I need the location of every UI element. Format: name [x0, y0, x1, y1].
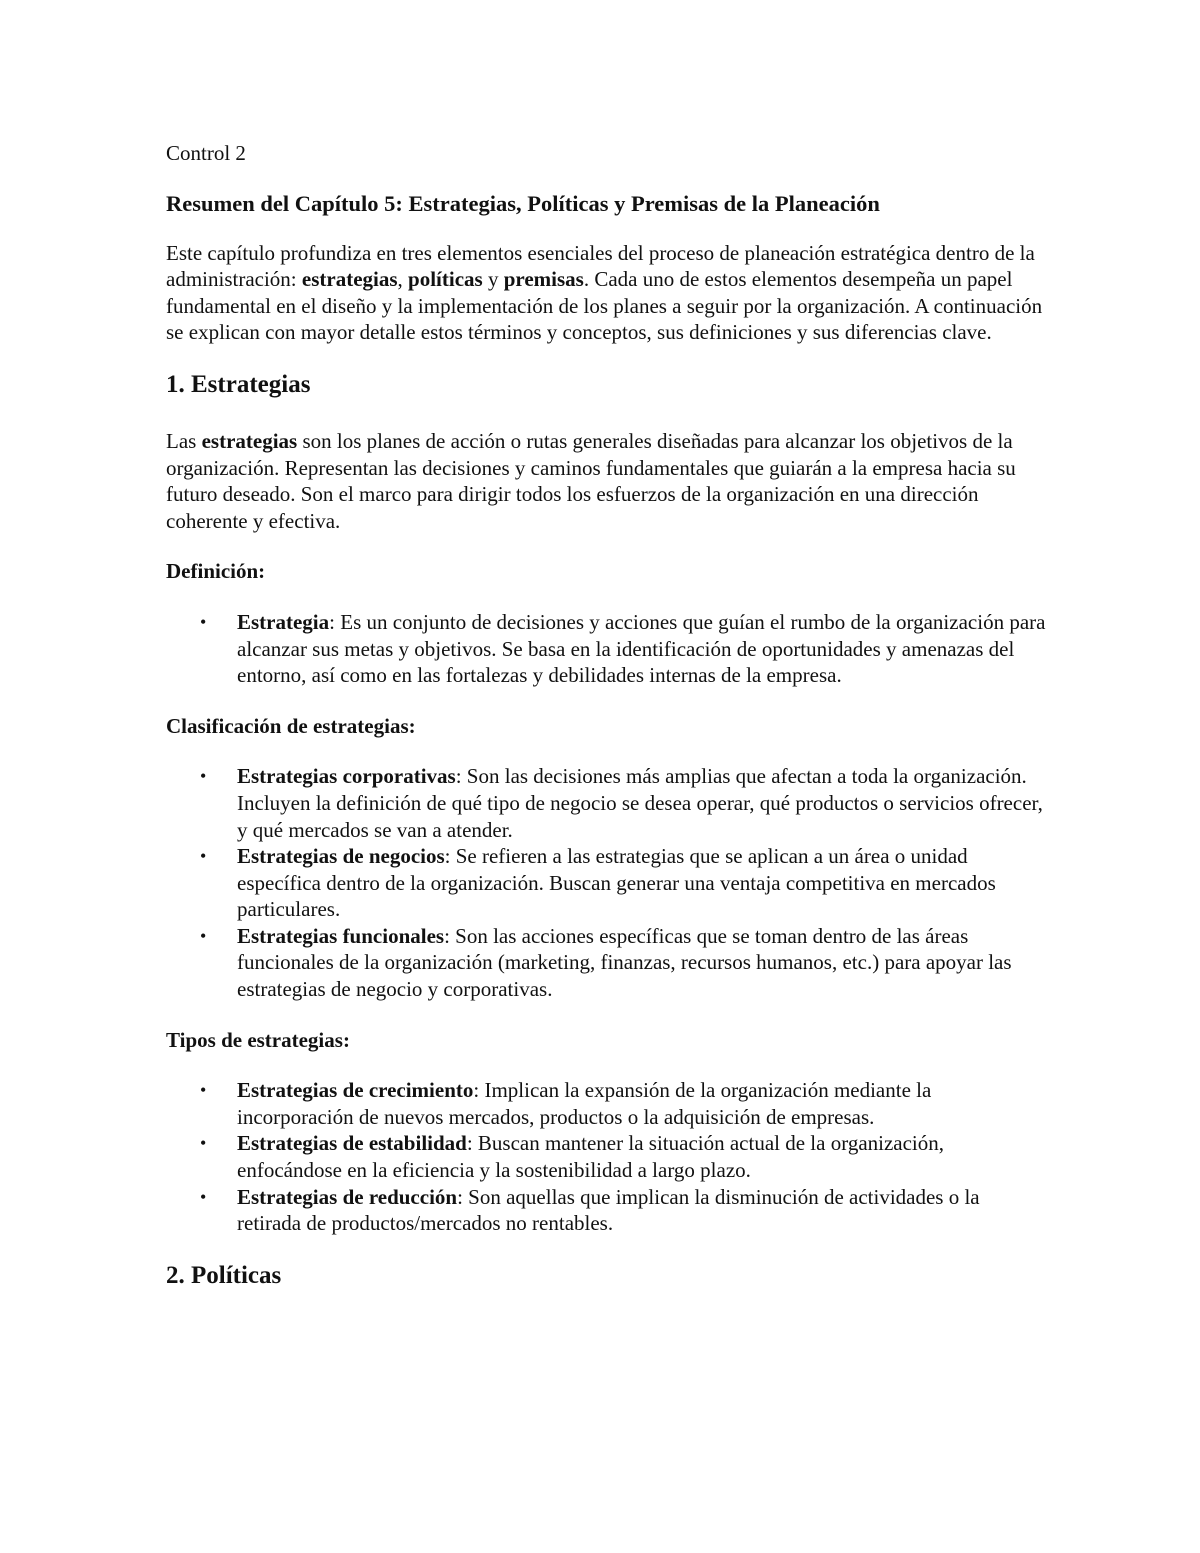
clasificacion-list [166, 763, 1046, 1002]
intro-bold-politicas: políticas [408, 267, 483, 292]
estrategias-paragraph [166, 428, 1046, 534]
document-title: Resumen del Capítulo 5: Estrategias, Políticas y Premisas de la Planeación [166, 190, 880, 216]
list-item [166, 763, 1046, 843]
list-item-term: Estrategias corporativas [237, 764, 456, 789]
section-heading-estrategias: 1. Estrategias [166, 370, 311, 398]
estrategias-text-rest: son los planes de acción o rutas generales diseñadas para alcanzar los objetivos de la organización. Representan las decisiones y caminos fundamentales que guiarán a la empresa hacia su futuro deseado. Son el marco para dirigir todos los esfuerzos de la organización en una dirección coherente y efectiva. [166, 428, 1016, 533]
subheading-definicion: Definición: [166, 559, 266, 584]
bullet-icon: • [200, 1080, 207, 1101]
list-item-text: : Son aquellas que implican la disminución de actividades o la retirada de productos/mercados no rentables. [237, 1184, 980, 1236]
list-item-term: Estrategias de estabilidad [237, 1131, 467, 1156]
intro-text-4: . Cada uno de estos elementos desempeña un papel fundamental en el diseño y la implementación de los planes a seguir por la organización. A continuación se explican con mayor detalle estos términos y conceptos, sus definiciones y sus diferencias clave. [166, 267, 1043, 345]
intro-text-1: Este capítulo profundiza en tres elementos esenciales del proceso de planeación estratégica dentro de la administración: [166, 240, 1035, 292]
list-item [166, 923, 1046, 1003]
list-item-text: : Se refieren a las estrategias que se aplican a un área o unidad específica dentro de la organización. Buscan generar una ventaja competitiva en mercados particulares. [237, 844, 996, 922]
list-item-term: Estrategias de reducción [237, 1184, 458, 1209]
document-page [166, 140, 1046, 1319]
intro-bold-premisas: premisas [503, 267, 584, 292]
bullet-icon: • [200, 846, 207, 867]
list-item [166, 1130, 1046, 1183]
list-item-term: Estrategias de crecimiento [237, 1078, 474, 1103]
bullet-icon: • [200, 1186, 207, 1207]
bullet-icon: • [200, 766, 207, 787]
list-item-term: Estrategias funcionales [237, 923, 445, 948]
intro-text-3: y [482, 267, 504, 292]
definicion-list [166, 609, 1046, 689]
intro-bold-estrategias: estrategias [301, 267, 398, 292]
list-item-text: : Son las acciones específicas que se toman dentro de las áreas funcionales de la organización (marketing, finanzas, recursos humanos, etc.) para apoyar las estrategias de negocio y corporativas. [237, 923, 1012, 1002]
list-item-term: Estrategias de negocios [237, 844, 445, 869]
intro-text-2: , [397, 267, 409, 292]
estrategias-text-start: Las [166, 428, 202, 453]
list-item [166, 843, 1046, 923]
subheading-tipos: Tipos de estrategias: [166, 1027, 350, 1052]
bullet-icon: • [200, 925, 207, 946]
list-item [166, 1077, 1046, 1130]
tipos-list [166, 1077, 1046, 1237]
list-item-text: : Es un conjunto de decisiones y acciones que guían el rumbo de la organización para alcanzar sus metas y objetivos. Se basa en la identificación de oportunidades y amenazas del entorno, así como en las fortalezas y debilidades internas de la empresa. [237, 609, 1046, 688]
list-item-text: : Buscan mantener la situación actual de la organización, enfocándose en la eficiencia y la sostenibilidad a largo plazo. [237, 1131, 945, 1183]
list-item [166, 609, 1046, 689]
list-item-text: : Son las decisiones más amplias que afectan a toda la organización. Incluyen la definición de qué tipo de negocio se desea operar, qué productos o servicios ofrecer, y qué mercados se van a atender. [237, 764, 1043, 842]
bullet-icon: • [200, 611, 207, 632]
list-item-term: Estrategia [237, 609, 330, 634]
section-heading-politicas: 2. Políticas [166, 1261, 282, 1289]
estrategias-bold-term: estrategias [201, 428, 298, 453]
list-item-text: : Implican la expansión de la organización mediante la incorporación de nuevos mercados, productos o la adquisición de empresas. [237, 1078, 932, 1129]
bullet-icon: • [200, 1133, 207, 1154]
intro-paragraph [166, 240, 1046, 346]
document-label: Control 2 [166, 141, 246, 165]
list-item [166, 1184, 1046, 1237]
subheading-clasificacion: Clasificación de estrategias: [166, 713, 416, 738]
